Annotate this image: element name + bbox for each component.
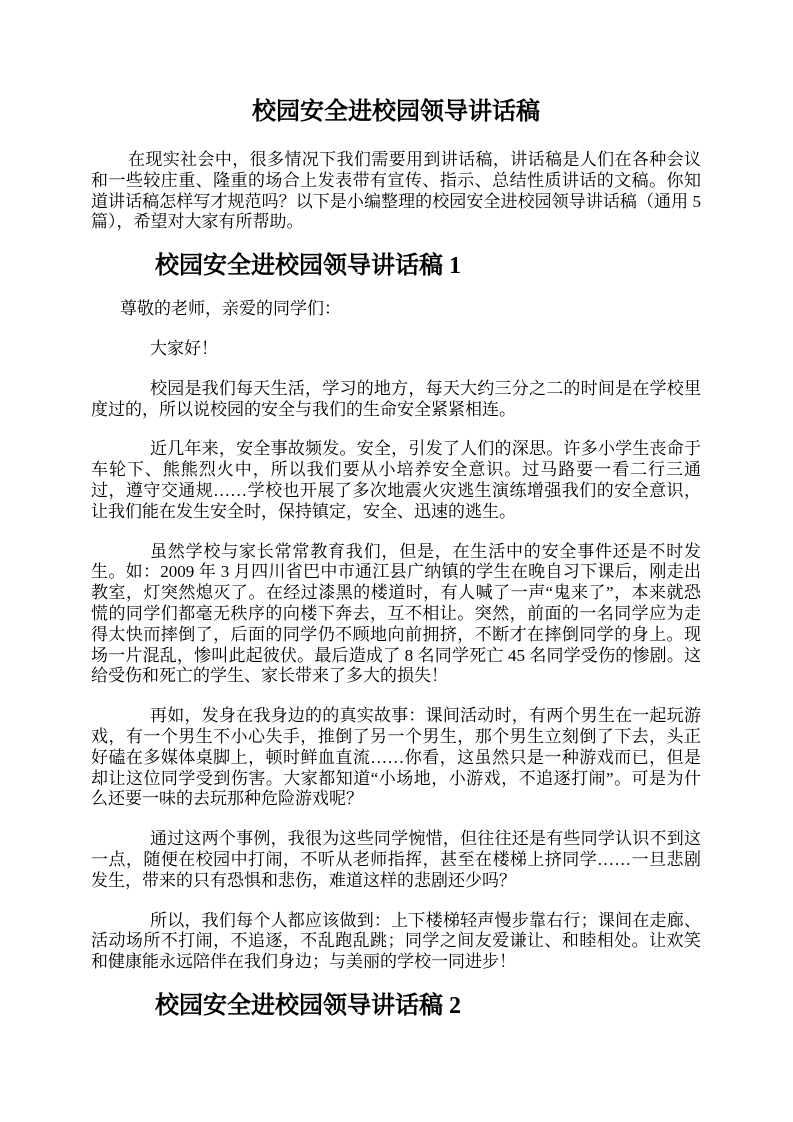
- section-1-paragraph: 再如，发身在我身边的的真实故事：课间活动时，有两个男生在一起玩游戏，有一个男生不小心失手，推倒了另一个男生，那个男生立刻倒了下去，头正好磕在多媒体桌脚上，顿时鲜血直流……你看，这虽然只是一种游戏而已，但是却让这位同学受到伤害。大家都知道“小场地，小游戏，不追逐打闹”。可是为什么还要一味的去玩那种危险游戏呢？: [91, 706, 701, 809]
- intro-paragraph: 在现实社会中，很多情况下我们需要用到讲话稿，讲话稿是人们在各种会议和一些较庄重、隆重的场合上发表带有宣传、指示、总结性质讲话的文稿。你知道讲话稿怎样写才规范吗？以下是小编整理的校园安全进校园领导讲话稿（通用 5 篇），希望对大家有所帮助。: [91, 150, 701, 232]
- section-1-paragraph: 大家好！: [150, 338, 218, 358]
- section-1-heading: 校园安全进校园领导讲话稿 1: [155, 253, 461, 280]
- section-1-paragraph: 所以，我们每个人都应该做到：上下楼梯轻声慢步靠右行；课间在走廊、活动场所不打闹，不追逐，不乱跑乱跳；同学之间友爱谦让、和睦相处。让欢笑和健康能永远陪伴在我们身边；与美丽的学校一同进步！: [91, 910, 701, 972]
- section-1-paragraph: 虽然学校与家长常常教育我们，但是，在生活中的安全事件还是不时发生。如：2009 年 3 月四川省巴中市通江县广纳镇的学生在晚自习下课后，刚走出教室，灯突然熄灭了。在经过漆黑的楼道时，有人喊了一声“鬼来了”，本来就恐慌的同学们都毫无秩序的向楼下奔去，互不相让。突然，前面的一名同学应为走得太快而摔倒了，后面的同学仍不顾地向前拥挤，不断才在摔倒同学的身上。现场一片混乱，惨叫此起彼伏。最后造成了 8 名同学死亡 45 名同学受伤的惨剧。这给受伤和死亡的学生、家长带来了多大的损失！: [91, 541, 701, 686]
- section-1-salutation: 尊敬的老师，亲爱的同学们：: [120, 299, 341, 319]
- document-title: 校园安全进校园领导讲话稿: [252, 99, 540, 125]
- section-1-paragraph: 通过这两个事例，我很为这些同学惋惜，但往往还是有些同学认识不到这一点，随便在校园中打闹，不听从老师指挥，甚至在楼梯上挤同学……一旦悲剧发生，带来的只有恐惧和悲伤，难道这样的悲剧还少吗？: [91, 829, 701, 890]
- section-1-paragraph: 近几年来，安全事故频发。安全，引发了人们的深思。许多小学生丧命于车轮下、熊熊烈火中，所以我们要从小培养安全意识。过马路要一看二行三通过，遵守交通规……学校也开展了多次地震火灾逃生演练增强我们的安全意识，让我们能在发生安全时，保持镇定，安全、迅速的逃生。: [91, 439, 701, 521]
- section-1-paragraph: 校园是我们每天生活，学习的地方，每天大约三分之二的时间是在学校里度过的，所以说校园的安全与我们的生命安全紧紧相连。: [91, 378, 701, 419]
- section-2-heading: 校园安全进校园领导讲话稿 2: [155, 992, 461, 1019]
